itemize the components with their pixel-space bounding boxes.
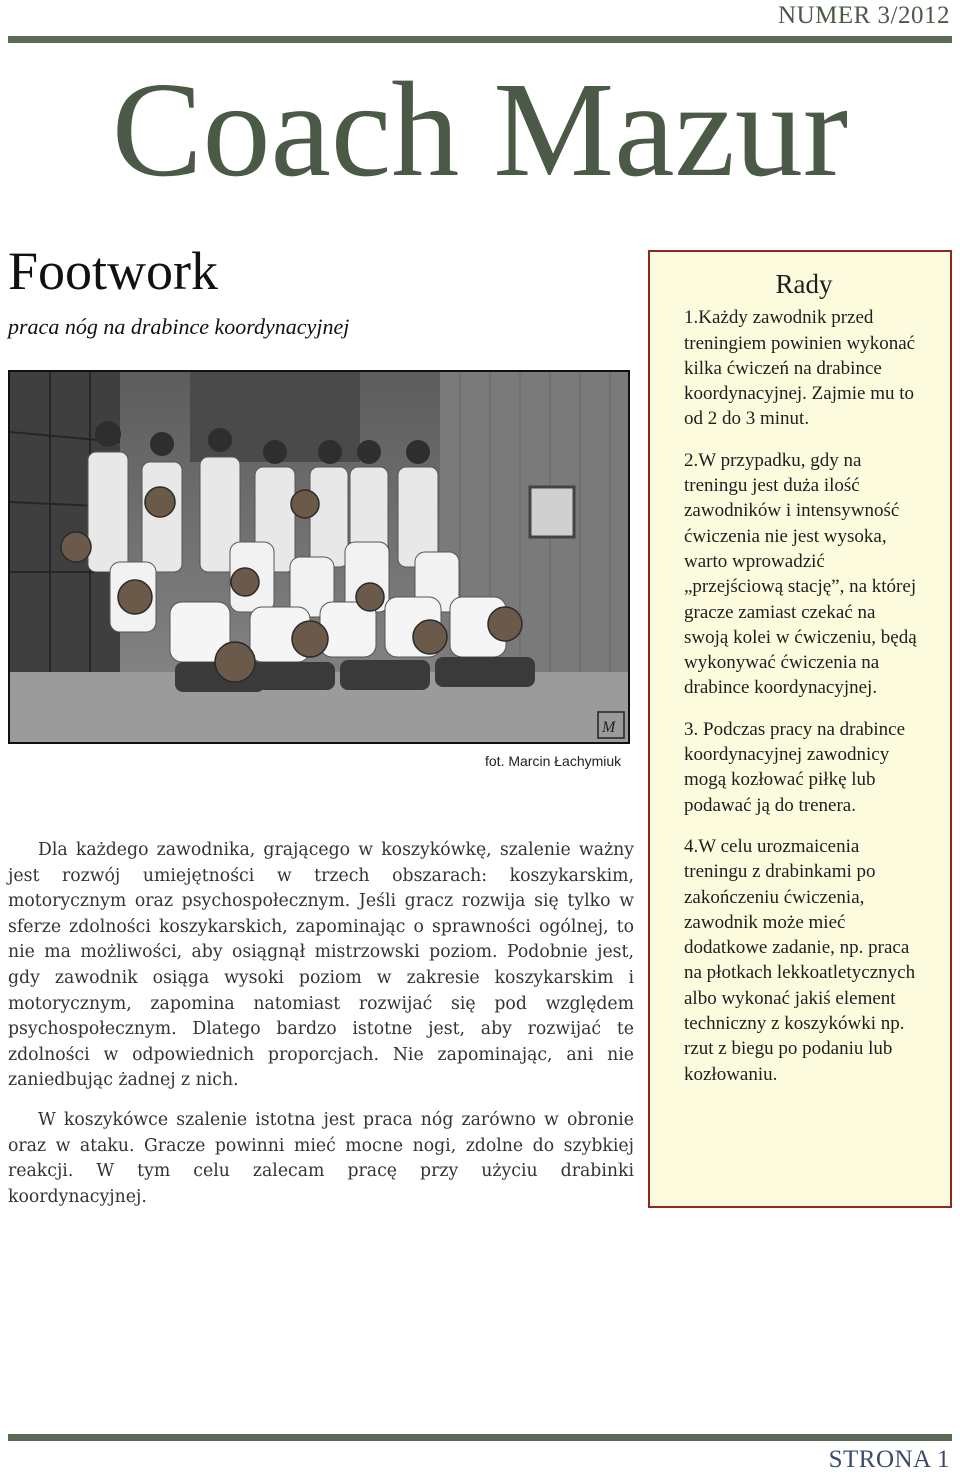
tip-text: W przypadku, gdy na treningu jest duża ilość zawodników i intensywność ćwiczenia nie jest wysoka, warto wprowadzić „przejściową stację”, na której gracze zamiast czekać na swoją kolei w ćwiczeniu, będą wykonywać ćwiczenia na drabince koordynacyjnej. — [684, 449, 917, 699]
tip-item-3 — [684, 717, 924, 818]
svg-text:M: M — [602, 719, 616, 736]
page-number: STRONA 1 — [828, 1446, 950, 1473]
tips-list — [684, 305, 924, 1087]
tip-item-4 — [684, 834, 924, 1087]
tip-item-2 — [684, 448, 924, 701]
article-paragraph-2: W koszykówce szalenie istotna jest praca nóg zarówno w obronie oraz w ataku. Gracze powinni mieć mocne nogi, zdolne do szybkiej reakcji. W tym celu zalecam pracę przy użyciu drabinki koordynacyjnej. — [8, 1109, 634, 1207]
issue-number: NUMER 3/2012 — [778, 2, 950, 29]
bottom-rule — [8, 1434, 952, 1441]
tip-text: Każdy zawodnik przed treningiem powinien wykonać kilka ćwiczeń na drabince koordynacyjnej. Zajmie mu to od 2 do 3 minut. — [684, 307, 916, 430]
tip-number: 2. — [684, 449, 699, 471]
tips-sidebar — [648, 250, 952, 1208]
tip-number: 1. — [684, 307, 699, 329]
tip-text: W celu urozmaicenia treningu z drabinkami po zakończeniu ćwiczenia, zawodnik może mieć dodatkowe zadanie, np. praca na płotkach lekkoatletycznych albo wykonać jakiś element techniczny z koszykówki np. rzut z biegu po podaniu lub kozłowaniu. — [684, 835, 916, 1085]
tip-text: Podczas pracy na drabince koordynacyjnej zawodnicy mogą kozłować piłkę lub podawać ją do trenera. — [684, 718, 906, 816]
top-rule — [8, 36, 952, 43]
tip-number: 3. — [684, 718, 699, 740]
tip-number: 4. — [684, 835, 699, 857]
team-photo-illustration — [10, 372, 628, 742]
masthead: Coach Mazur — [111, 55, 849, 205]
tips-title: Rady — [775, 269, 833, 299]
article-body — [8, 838, 634, 1224]
article-title: Footwork — [8, 241, 219, 301]
article-subtitle: praca nóg na drabince koordynacyjnej — [8, 314, 350, 339]
team-photo — [8, 370, 630, 744]
photo-credit: fot. Marcin Łachymiuk — [485, 753, 622, 769]
tip-item-1 — [684, 305, 924, 431]
article-paragraph-1: Dla każdego zawodnika, grającego w koszykówkę, szalenie ważny jest rozwój umiejętności w trzech obszarach: koszykarskim, motorycznym oraz psychospołecznym. Jeśli gracz rozwija się tylko w sferze zdolności koszykarskich, zapominając o sprawności ogólnej, to nie ma możliwości, aby osiągnął mistrzowski poziom. Podobnie jest, gdy zawodnik osiąga wysoki poziom w zakresie koszykarskim i motorycznym, zapomina natomiast rozwijać się pod względem psychospołecznym. Dlatego bardzo istotne jest, aby rozwijać te zdolności w odpowiednich proporcjach. Nie zapominając, ani nie zaniedbując żadnej z nich. — [8, 840, 634, 1091]
